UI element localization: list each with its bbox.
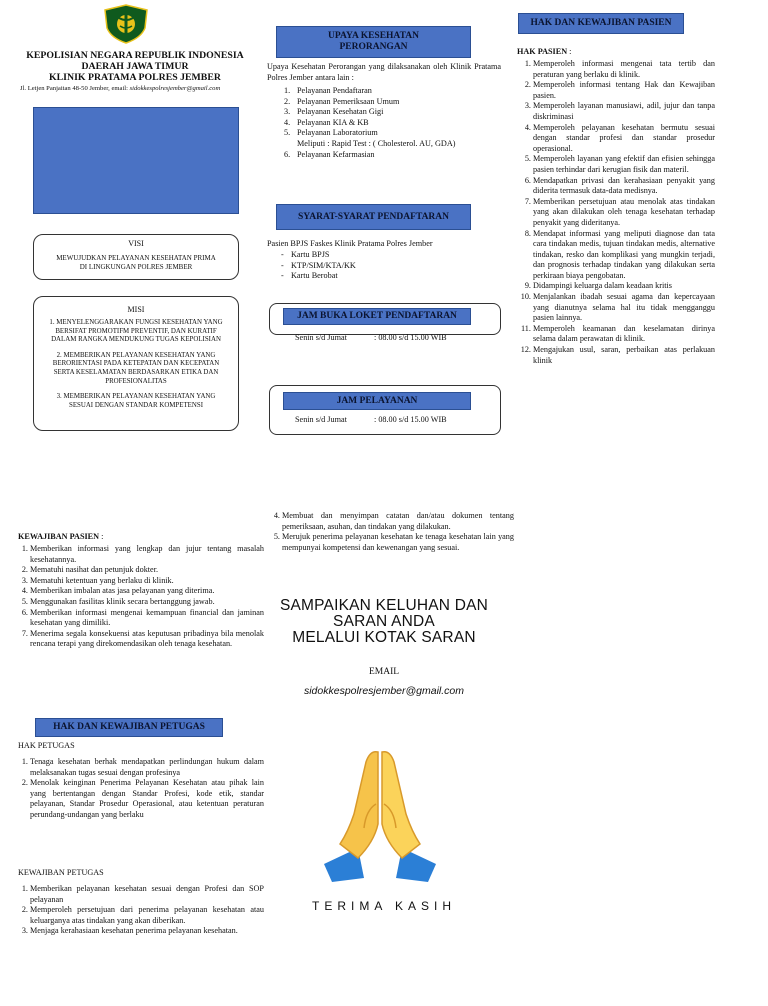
loket-header: JAM BUKA LOKET PENDAFTARAN <box>283 308 471 325</box>
org-name-line3: KLINIK PRATAMA POLRES JEMBER <box>49 72 221 84</box>
address-email: sidokkespolresjember@gmail.com <box>129 85 221 92</box>
upaya-item-1: 1. Pelayanan Pendaftaran <box>284 86 372 95</box>
org-name-line1: KEPOLISIAN NEGARA REPUBLIK INDONESIA <box>26 50 244 61</box>
upaya-item-5: 5. Pelayanan Laboratorium <box>284 128 378 138</box>
thanks-text: TERIMA KASIH <box>311 899 457 913</box>
kewajiban-petugas-list <box>16 884 264 937</box>
upaya-list <box>284 86 502 160</box>
hak-pasien-list <box>517 59 715 366</box>
pelayanan-days: Senin s/d Jumat <box>295 415 347 424</box>
syarat-intro: Pasien BPJS Faskes Klinik Pratama Polres Jember <box>267 239 433 248</box>
hak-pasien-item: 7. Memberikan persetujuan atau menolak atas tindakan yang akan dilakukan oleh tenaga kesehatan terhadap penyakit yang dideritanya. <box>533 197 715 229</box>
syarat-item: - Kartu Berobat <box>281 271 481 282</box>
syarat-item: - Kartu BPJS <box>281 250 481 261</box>
hak-petugas-list <box>16 757 264 821</box>
hak-pasien-item: 12. Mengajukan usul, saran, perbaikan atas perlakuan klinik <box>533 345 715 366</box>
photo-placeholder <box>33 107 239 214</box>
misi-title: MISI <box>127 305 145 314</box>
visi-text: MEWUJUDKAN PELAYANAN KESEHATAN PRIMA DI LINGKUNGAN POLRES JEMBER <box>56 254 216 271</box>
hak-pasien-item: 5. Memperoleh layanan yang efektif dan efisien sehingga pasien terhindar dari kerugian fisik dan materil. <box>533 154 715 175</box>
hak-pasien-item: 4. Memperoleh pelayanan kesehatan bermutu sesuai dengan standar profesi dan standar prosedur operasional. <box>533 123 715 155</box>
email-label: EMAIL <box>368 667 400 677</box>
kewajiban-pasien-item: 6. Memberikan informasi mengenai kemampuan financial dan jaminan kesehatan yang dimiliki. <box>30 608 264 629</box>
syarat-item: - KTP/SIM/KTA/KK <box>281 261 481 272</box>
misi-item-1: 1. MENYELENGGARAKAN FUNGSI KESEHATAN YANG BERSIFAT PROMOTIFM PREVENTIF, DAN KURATIF DALAM RANGKA MENDUKUNG TUGAS KEPOLISIAN <box>49 319 223 344</box>
hak-pasien-item: 6. Mendapatkan privasi dan kerahasiaan penyakit yang diderita termasuk data-data medisnya. <box>533 176 715 197</box>
upaya-item-4: 4. Pelayanan KIA & KB <box>284 117 369 127</box>
petugas-header: HAK DAN KEWAJIBAN PETUGAS <box>35 718 223 737</box>
clinic-logo <box>103 4 149 44</box>
loket-hours: : 08.00 s/d 15.00 WIB <box>374 333 447 342</box>
hak-pasien-item: 2. Memperoleh informasi tentang Hak dan Kewajiban pasien. <box>533 80 715 101</box>
kewajiban-petugas-item: 4. Membuat dan menyimpan catatan dan/atau dokumen tentang pemeriksaan, asuhan, dan tindakan yang dilakukan. <box>282 511 514 532</box>
syarat-header: SYARAT-SYARAT PENDAFTARAN <box>276 204 471 230</box>
slogan: SAMPAIKAN KELUHAN DAN SARAN ANDA MELALUI KOTAK SARAN <box>279 597 489 646</box>
hak-kewajiban-pasien-header: HAK DAN KEWAJIBAN PASIEN <box>518 13 684 34</box>
hak-pasien-item: 11. Memperoleh keamanan dan keselamatan dirinya selama dalam perawatan di klinik. <box>533 324 715 345</box>
misi-item-3: 3. MEMBERIKAN PELAYANAN KESEHATAN YANG SESUAI DENGAN STANDAR KOMPETENSI <box>56 393 216 409</box>
org-name-line2: DAERAH JAWA TIMUR <box>81 61 189 73</box>
kewajiban-petugas-item: 5. Merujuk penerima pelayanan kesehatan ke tenaga kesehatan lain yang mempunyai kompetensi dan kewenangan yang sesuai. <box>282 532 514 553</box>
visi-box <box>33 234 239 280</box>
email-value: sidokkespolresjember@gmail.com <box>303 685 465 697</box>
kewajiban-pasien-item: 1. Memberikan informasi yang lengkap dan jujur tentang masalah kesehatannya. <box>30 544 264 565</box>
kewajiban-pasien-item: 3. Mematuhi ketentuan yang berlaku di klinik. <box>30 576 264 587</box>
visi-title: VISI <box>128 239 144 248</box>
kewajiban-petugas-cont-list <box>268 511 514 553</box>
pelayanan-header: JAM PELAYANAN <box>283 392 471 410</box>
kewajiban-pasien-item: 4. Memberikan imbalan atas jasa pelayanan yang diterima. <box>30 586 264 597</box>
hak-pasien-item: 8. Mendapat informasi yang meliputi diagnose dan tata cara tindakan medis, tujuan tindakan medis, alternative tindakan, resko dan komplikasi yang mungkin terjadi, dan prognosis terhadap tindakan yang dilakukan serta perkiraan biaya pengobatan. <box>533 229 715 282</box>
kewajiban-pasien-item: 5. Menggunakan fasilitas klinik secara bertanggung jawab. <box>30 597 264 608</box>
syarat-list <box>281 250 481 282</box>
hak-pasien-item: 3. Memperoleh layanan manusiawi, adil, jujur dan tanpa diskriminasi <box>533 101 715 122</box>
kewajiban-pasien-item: 7. Menerima segala konsekuensi atas keputusan pribadinya bila menolak rencana terapi yang direkomendasikan oleh tenaga kesehatan. <box>30 629 264 650</box>
upaya-item-3: 3. Pelayanan Kesehatan Gigi <box>284 107 384 117</box>
misi-item-2: 2. MEMBERIKAN PELAYANAN KESEHATAN YANG BERORIENTASI PADA KETEPATAN DAN KECEPATAN SERTA KESELAMATAN BERDASARKAN ETIKA DAN PROFESIONALITAS <box>52 351 220 385</box>
upaya-item-2: 2. Pelayanan Pemeriksaan Umum <box>284 96 400 106</box>
kewajiban-petugas-title: KEWAJIBAN PETUGAS <box>18 868 104 877</box>
kewajiban-petugas-item: 3. Menjaga kerahasiaan kesehatan penerima pelayanan kesehatan. <box>30 926 264 937</box>
hak-petugas-title: HAK PETUGAS <box>18 741 75 750</box>
praying-hands-icon <box>318 744 442 882</box>
hak-petugas-item: 2. Menolak keinginan Penerima Pelayanan Kesehatan atau pihak lain yang bertentangan dengan Standar Profesi, kode etik, standar pelayanan, Standar Prosedur Operasional, atau ketentuan peraturan perundang-undangan yang berlaku <box>30 778 264 820</box>
kewajiban-pasien-item: 2. Mematuhi nasihat dan petunjuk dokter. <box>30 565 264 576</box>
kewajiban-petugas-item: 2. Memperoleh persetujuan dari penerima pelayanan kesehatan atau keluarganya atas tindakan yang akan diberikan. <box>30 905 264 926</box>
hak-pasien-item: 9. Didampingi keluarga dalam keadaan kritis <box>533 281 715 292</box>
hak-pasien-item: 1. Memperoleh informasi mengenai tata tertib dan peraturan yang berlaku di klinik. <box>533 59 715 80</box>
pelayanan-hours: : 08.00 s/d 15.00 WIB <box>374 415 447 424</box>
upaya-lab-detail: Meliputi : Rapid Test : ( Cholesterol. AU, GDA) <box>297 138 456 148</box>
hak-petugas-item: 1. Tenaga kesehatan berhak mendapatkan perlindungan hukum dalam melaksanakan tugas sesuai dengan profesinya <box>30 757 264 778</box>
upaya-intro: Upaya Kesehatan Perorangan yang dilaksanakan oleh Klinik Pratama Polres Jember antara lain : <box>267 62 501 82</box>
kewajiban-pasien-title: KEWAJIBAN PASIEN : <box>18 532 104 541</box>
misi-box <box>33 296 239 431</box>
hak-pasien-title: HAK PASIEN : <box>517 47 572 56</box>
upaya-item-6: 6. Pelayanan Kefarmasian <box>284 149 375 159</box>
clinic-address: Jl. Letjen Panjaitan 48-50 Jember, email: sidokkespolresjember@gmail.com <box>20 85 221 92</box>
kewajiban-petugas-item: 1. Memberikan pelayanan kesehatan sesuai dengan Profesi dan SOP pelayanan <box>30 884 264 905</box>
loket-days: Senin s/d Jumat <box>295 333 347 342</box>
upaya-header: UPAYA KESEHATAN PERORANGAN <box>276 26 471 58</box>
kewajiban-pasien-list <box>16 544 264 650</box>
hak-pasien-item: 10. Menjalankan ibadah sesuai agama dan kepercayaan yang dianutnya selama hal itu tidak mengganggu pasien lainnya. <box>533 292 715 324</box>
